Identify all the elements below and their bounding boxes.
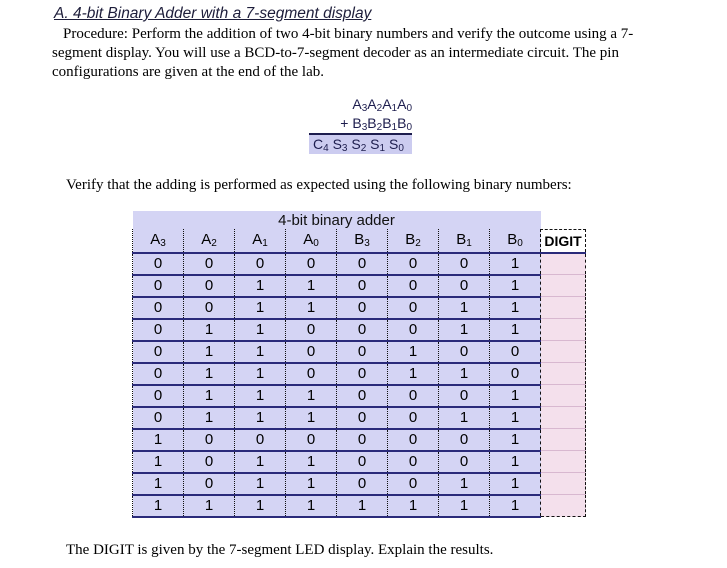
bit-cell: 1: [286, 385, 337, 407]
bit-cell: 1: [490, 407, 541, 429]
table-body: [133, 253, 586, 517]
bit-cell: 0: [388, 275, 439, 297]
bit-cell: 0: [388, 319, 439, 341]
section-heading: A. 4-bit Binary Adder with a 7-segment display: [54, 5, 372, 22]
bit-cell: 1: [286, 407, 337, 429]
bit-cell: 1: [490, 253, 541, 275]
table-row: [133, 253, 586, 275]
variable-label: $A_3$: [150, 231, 166, 250]
variable-label: $S_3$: [332, 136, 348, 154]
table-row: [133, 429, 586, 451]
digit-input-cell[interactable]: [541, 451, 586, 473]
digit-input-cell[interactable]: [541, 275, 586, 297]
table-row: [133, 451, 586, 473]
bit-cell: 0: [388, 429, 439, 451]
column-header: [286, 229, 337, 253]
table-row: [133, 407, 586, 429]
bit-cell: 1: [133, 473, 184, 495]
bit-cell: 0: [439, 275, 490, 297]
bit-cell: 0: [439, 385, 490, 407]
table-title: [133, 211, 541, 229]
variable-label: $B_0$: [397, 115, 412, 133]
variable-label: $C_4$: [313, 136, 329, 154]
bit-cell: 0: [235, 429, 286, 451]
bit-cell: 1: [286, 473, 337, 495]
bit-cell: 0: [337, 319, 388, 341]
procedure-paragraph: Procedure: Perform the addition of two 4-bit binary numbers and verify the outcome using a 7-segment display. You will use a BCD-to-7-segment decoder as an intermediate circuit. The pin configurations are given at the end of the lab.: [52, 26, 634, 80]
digit-column-header: DIGIT: [541, 229, 586, 253]
bit-cell: 1: [184, 407, 235, 429]
column-header: [133, 229, 184, 253]
variable-label: $A_1$: [252, 231, 268, 250]
bit-cell: 1: [235, 319, 286, 341]
bit-cell: 0: [184, 429, 235, 451]
closing-instruction: The DIGIT is given by the 7-segment LED display. Explain the results.: [66, 542, 494, 558]
bit-cell: 0: [286, 341, 337, 363]
column-header: [337, 229, 388, 253]
bit-cell: 0: [388, 385, 439, 407]
digit-input-cell[interactable]: [541, 407, 586, 429]
bit-cell: 0: [286, 253, 337, 275]
variable-label: $B_3$: [352, 115, 368, 133]
bit-cell: 0: [337, 473, 388, 495]
bit-cell: 1: [490, 495, 541, 517]
equation-line-b: + $B_3B_2B_1B_0$: [340, 115, 412, 133]
table-row: [133, 341, 586, 363]
bit-cell: 1: [439, 297, 490, 319]
bit-cell: 0: [184, 275, 235, 297]
bit-cell: 0: [286, 363, 337, 385]
bit-cell: 0: [439, 429, 490, 451]
column-header: [184, 229, 235, 253]
bit-cell: 0: [439, 253, 490, 275]
variable-label: $A_3$: [352, 96, 368, 114]
bit-cell: 1: [184, 341, 235, 363]
table-row: [133, 297, 586, 319]
bit-cell: 1: [133, 451, 184, 473]
bit-cell: 1: [235, 297, 286, 319]
bit-cell: 0: [184, 451, 235, 473]
bit-cell: 1: [235, 385, 286, 407]
bit-cell: 0: [184, 253, 235, 275]
column-header: [490, 229, 541, 253]
bit-cell: 1: [235, 275, 286, 297]
bit-cell: 1: [490, 429, 541, 451]
bit-cell: 1: [184, 385, 235, 407]
bit-cell: 1: [235, 363, 286, 385]
bit-cell: 1: [235, 473, 286, 495]
bit-cell: 0: [235, 253, 286, 275]
bit-cell: 0: [337, 385, 388, 407]
variable-label: $B_0$: [507, 231, 523, 250]
bit-cell: 1: [133, 495, 184, 517]
bit-cell: 0: [184, 473, 235, 495]
bit-cell: 0: [133, 385, 184, 407]
bit-cell: 1: [184, 319, 235, 341]
table-row: [133, 363, 586, 385]
bit-cell: 1: [286, 275, 337, 297]
equation-line-a: [309, 95, 412, 114]
variable-label: $B_2$: [405, 231, 421, 250]
bit-cell: 1: [439, 319, 490, 341]
bit-cell: 1: [490, 275, 541, 297]
digit-input-cell[interactable]: [541, 363, 586, 385]
bit-cell: 0: [388, 407, 439, 429]
variable-label: $B_2$: [367, 115, 383, 133]
bit-cell: 0: [337, 363, 388, 385]
column-header: [235, 229, 286, 253]
verify-instruction: Verify that the adding is performed as expected using the following binary numbers:: [66, 177, 572, 193]
bit-cell: 0: [337, 275, 388, 297]
bit-cell: 0: [133, 407, 184, 429]
table-row: [133, 385, 586, 407]
digit-input-cell[interactable]: [541, 319, 586, 341]
bit-cell: 0: [337, 341, 388, 363]
bit-cell: 1: [439, 473, 490, 495]
bit-cell: 0: [337, 253, 388, 275]
binary-adder-table: [132, 211, 586, 518]
table-row: [133, 319, 586, 341]
bit-cell: 1: [337, 495, 388, 517]
bit-cell: 1: [133, 429, 184, 451]
bit-cell: 1: [439, 407, 490, 429]
bit-cell: 0: [133, 319, 184, 341]
variable-label: $A_2$: [201, 231, 217, 250]
bit-cell: 0: [337, 429, 388, 451]
bit-cell: 0: [439, 451, 490, 473]
bit-cell: 0: [388, 297, 439, 319]
bit-cell: 1: [439, 495, 490, 517]
bit-cell: 1: [184, 363, 235, 385]
table-row: [133, 495, 586, 517]
variable-label: $A_2$: [367, 96, 383, 114]
bit-cell: 1: [490, 473, 541, 495]
digit-input-cell[interactable]: [541, 341, 586, 363]
bit-cell: 0: [337, 451, 388, 473]
bit-cell: 1: [184, 495, 235, 517]
bit-cell: 0: [286, 429, 337, 451]
variable-label: $B_3$: [354, 231, 370, 250]
equation-result: [309, 135, 412, 154]
bit-cell: 1: [235, 495, 286, 517]
bit-cell: 0: [133, 363, 184, 385]
bit-cell: 0: [490, 341, 541, 363]
digit-input-cell[interactable]: [541, 297, 586, 319]
table-title-blank: [541, 211, 586, 229]
bit-cell: 0: [388, 473, 439, 495]
bit-cell: 1: [286, 297, 337, 319]
bit-cell: 0: [133, 253, 184, 275]
bit-cell: 0: [133, 341, 184, 363]
variable-label: $B_1$: [382, 115, 398, 133]
digit-input-cell[interactable]: [541, 473, 586, 495]
bit-cell: 1: [235, 407, 286, 429]
bit-cell: 1: [490, 385, 541, 407]
bit-cell: 1: [235, 451, 286, 473]
variable-label: $A_1$: [382, 96, 398, 114]
bit-cell: 1: [286, 495, 337, 517]
column-header: [439, 229, 490, 253]
bit-cell: 1: [388, 341, 439, 363]
bit-cell: 1: [439, 363, 490, 385]
table-title-text: 4-bit binary adder: [278, 211, 395, 229]
bit-cell: 1: [490, 319, 541, 341]
bit-cell: 1: [490, 297, 541, 319]
bit-cell: 0: [133, 275, 184, 297]
variable-label: $S_0$: [388, 136, 404, 154]
bit-cell: 0: [337, 407, 388, 429]
variable-label: $S_2$: [351, 136, 367, 154]
variable-label: $S_1$: [370, 136, 386, 154]
variable-label: $B_1$: [456, 231, 472, 250]
bit-cell: 0: [388, 451, 439, 473]
bit-cell: 1: [490, 451, 541, 473]
bit-cell: 1: [235, 341, 286, 363]
bit-cell: 1: [388, 363, 439, 385]
digit-input-cell[interactable]: [541, 429, 586, 451]
bit-cell: 0: [439, 341, 490, 363]
variable-label: $A_0$: [397, 96, 412, 114]
digit-input-cell[interactable]: [541, 385, 586, 407]
variable-label: $A_0$: [303, 231, 319, 250]
digit-input-cell[interactable]: [541, 495, 586, 517]
bit-cell: 0: [133, 297, 184, 319]
table-row: [133, 275, 586, 297]
digit-input-cell[interactable]: [541, 253, 586, 275]
bit-cell: 0: [388, 253, 439, 275]
bit-cell: 0: [337, 297, 388, 319]
bit-cell: 0: [286, 319, 337, 341]
addition-equation: [309, 95, 412, 154]
bit-cell: 1: [286, 451, 337, 473]
column-header: [388, 229, 439, 253]
table-header-row: [133, 229, 586, 253]
bit-cell: 0: [184, 297, 235, 319]
table-row: [133, 473, 586, 495]
bit-cell: 1: [388, 495, 439, 517]
bit-cell: 0: [490, 363, 541, 385]
